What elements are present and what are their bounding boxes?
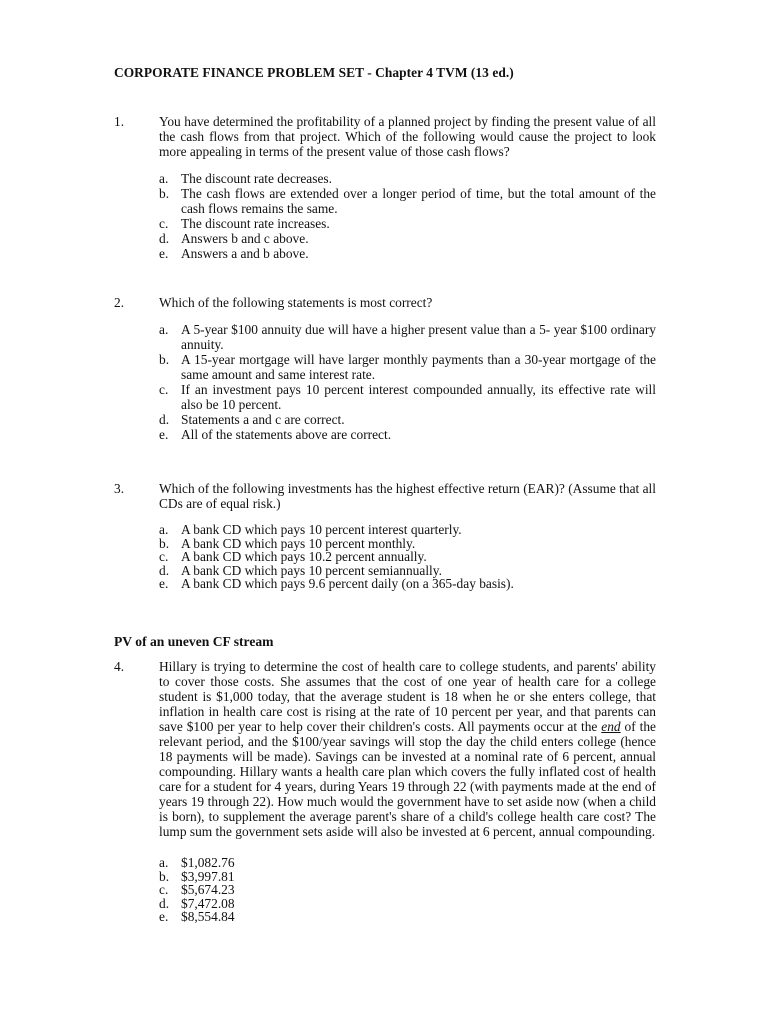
answer-option xyxy=(159,856,656,870)
option-text: $1,082.76 xyxy=(181,855,235,870)
emphasized-word: end xyxy=(601,719,621,734)
answer-option xyxy=(159,427,656,442)
question-text xyxy=(159,659,656,839)
option-text: $7,472.08 xyxy=(181,895,235,911)
option-text: A bank CD which pays 10.2 percent annually. xyxy=(181,549,427,564)
option-letter: b. xyxy=(159,535,170,551)
answer-options xyxy=(159,322,656,442)
answer-option xyxy=(159,216,656,231)
option-letter: e. xyxy=(159,427,169,442)
option-text: A bank CD which pays 10 percent monthly. xyxy=(181,535,416,551)
answer-option xyxy=(159,870,656,884)
option-letter: a. xyxy=(159,171,169,186)
section-heading: PV of an uneven CF stream xyxy=(114,634,274,649)
question-number: 2. xyxy=(114,295,125,310)
option-text: A bank CD which pays 9.6 percent daily (on a 365-day basis). xyxy=(181,576,514,591)
answer-options xyxy=(159,171,656,261)
option-letter: c. xyxy=(159,382,169,397)
answer-options xyxy=(159,523,656,591)
option-letter: a. xyxy=(159,522,169,537)
option-letter: a. xyxy=(159,322,169,337)
answer-option xyxy=(159,910,656,924)
option-letter: e. xyxy=(159,576,169,591)
option-letter: e. xyxy=(159,246,169,261)
option-text: A bank CD which pays 10 percent semiannually. xyxy=(181,562,442,578)
answer-option xyxy=(159,564,656,578)
answer-option xyxy=(159,577,656,591)
question-3 xyxy=(114,481,656,591)
option-text: A bank CD which pays 10 percent interest quarterly. xyxy=(181,522,462,537)
answer-option xyxy=(159,523,656,537)
question-2 xyxy=(114,295,656,442)
question-number: 4. xyxy=(114,659,125,674)
option-letter: d. xyxy=(159,562,170,578)
question-text: You have determined the profitability of a planned project by finding the present value of all the cash flows from that project. Which of the following would cause the project to look more appealing in terms of the present value of those cash flows? xyxy=(159,114,656,159)
answer-option xyxy=(159,883,656,897)
option-letter: d. xyxy=(159,231,170,246)
answer-option xyxy=(159,550,656,564)
answer-options xyxy=(159,856,656,924)
option-letter: c. xyxy=(159,216,169,231)
answer-option xyxy=(159,897,656,911)
option-text: $3,997.81 xyxy=(181,868,235,884)
option-text: The cash flows are extended over a longer period of time, but the total amount of the cash flows remains the same. xyxy=(181,186,656,216)
option-text: Answers a and b above. xyxy=(181,246,309,261)
answer-option xyxy=(159,322,656,352)
option-text: Statements a and c are correct. xyxy=(181,412,345,427)
option-text: $5,674.23 xyxy=(181,882,235,897)
answer-option xyxy=(159,537,656,551)
answer-option xyxy=(159,231,656,246)
option-letter: d. xyxy=(159,895,170,911)
option-text: The discount rate increases. xyxy=(181,216,330,231)
option-letter: c. xyxy=(159,882,169,897)
option-text: The discount rate decreases. xyxy=(181,171,332,186)
answer-option xyxy=(159,382,656,412)
answer-option xyxy=(159,412,656,427)
option-text: A 15-year mortgage will have larger monthly payments than a 30-year mortgage of the same amount and same interest rate. xyxy=(181,352,656,382)
question-text-part: Hillary is trying to determine the cost of health care to college students, and parents' ability to cover those costs. She assumes that the cost of one year of health care for a college student is $1,000 today, that the average student is 18 when he or she enters college, that inflation in health care cost is rising at the rate of 10 percent per year, and that parents can save $100 per year to help cover their children's costs. All payments occur at the xyxy=(159,659,656,734)
option-letter: b. xyxy=(159,868,170,884)
answer-option xyxy=(159,171,656,186)
question-number: 3. xyxy=(114,481,125,496)
question-4 xyxy=(114,659,656,924)
option-letter: e. xyxy=(159,909,169,924)
option-letter: b. xyxy=(159,352,170,367)
document-title: CORPORATE FINANCE PROBLEM SET - Chapter 4 TVM (13 ed.) xyxy=(114,65,514,80)
question-text: Which of the following statements is most correct? xyxy=(159,295,433,310)
option-letter: a. xyxy=(159,855,169,870)
question-text-part: of the relevant period, and the $100/year savings will stop the day the child enters college (hence 18 payments will be made). Savings can be invested at a nominal rate of 6 percent, annual compounding. Hillary wants a health care plan which covers the fully inflated cost of health care for a student for 4 years, during Years 19 through 22 (with payments made at the end of years 19 through 22). How much would the government have to set aside now (when a child is born), to supplement the average parent's share of a child's college health care cost? The lump sum the government sets aside will also be invested at 6 percent, annual compounding. xyxy=(159,719,656,839)
answer-option xyxy=(159,352,656,382)
option-letter: b. xyxy=(159,186,170,201)
option-text: Answers b and c above. xyxy=(181,231,309,246)
option-text: A 5-year $100 annuity due will have a higher present value than a 5- year $100 ordinary annuity. xyxy=(181,322,656,352)
question-number: 1. xyxy=(114,114,125,129)
question-1 xyxy=(114,114,656,261)
option-letter: c. xyxy=(159,549,169,564)
question-text: Which of the following investments has the highest effective return (EAR)? (Assume that all CDs are of equal risk.) xyxy=(159,481,656,511)
option-text: All of the statements above are correct. xyxy=(181,427,392,442)
answer-option xyxy=(159,246,656,261)
option-letter: d. xyxy=(159,412,170,427)
option-text: If an investment pays 10 percent interest compounded annually, its effective rate will also be 10 percent. xyxy=(181,382,656,412)
option-text: $8,554.84 xyxy=(181,909,235,924)
answer-option xyxy=(159,186,656,216)
